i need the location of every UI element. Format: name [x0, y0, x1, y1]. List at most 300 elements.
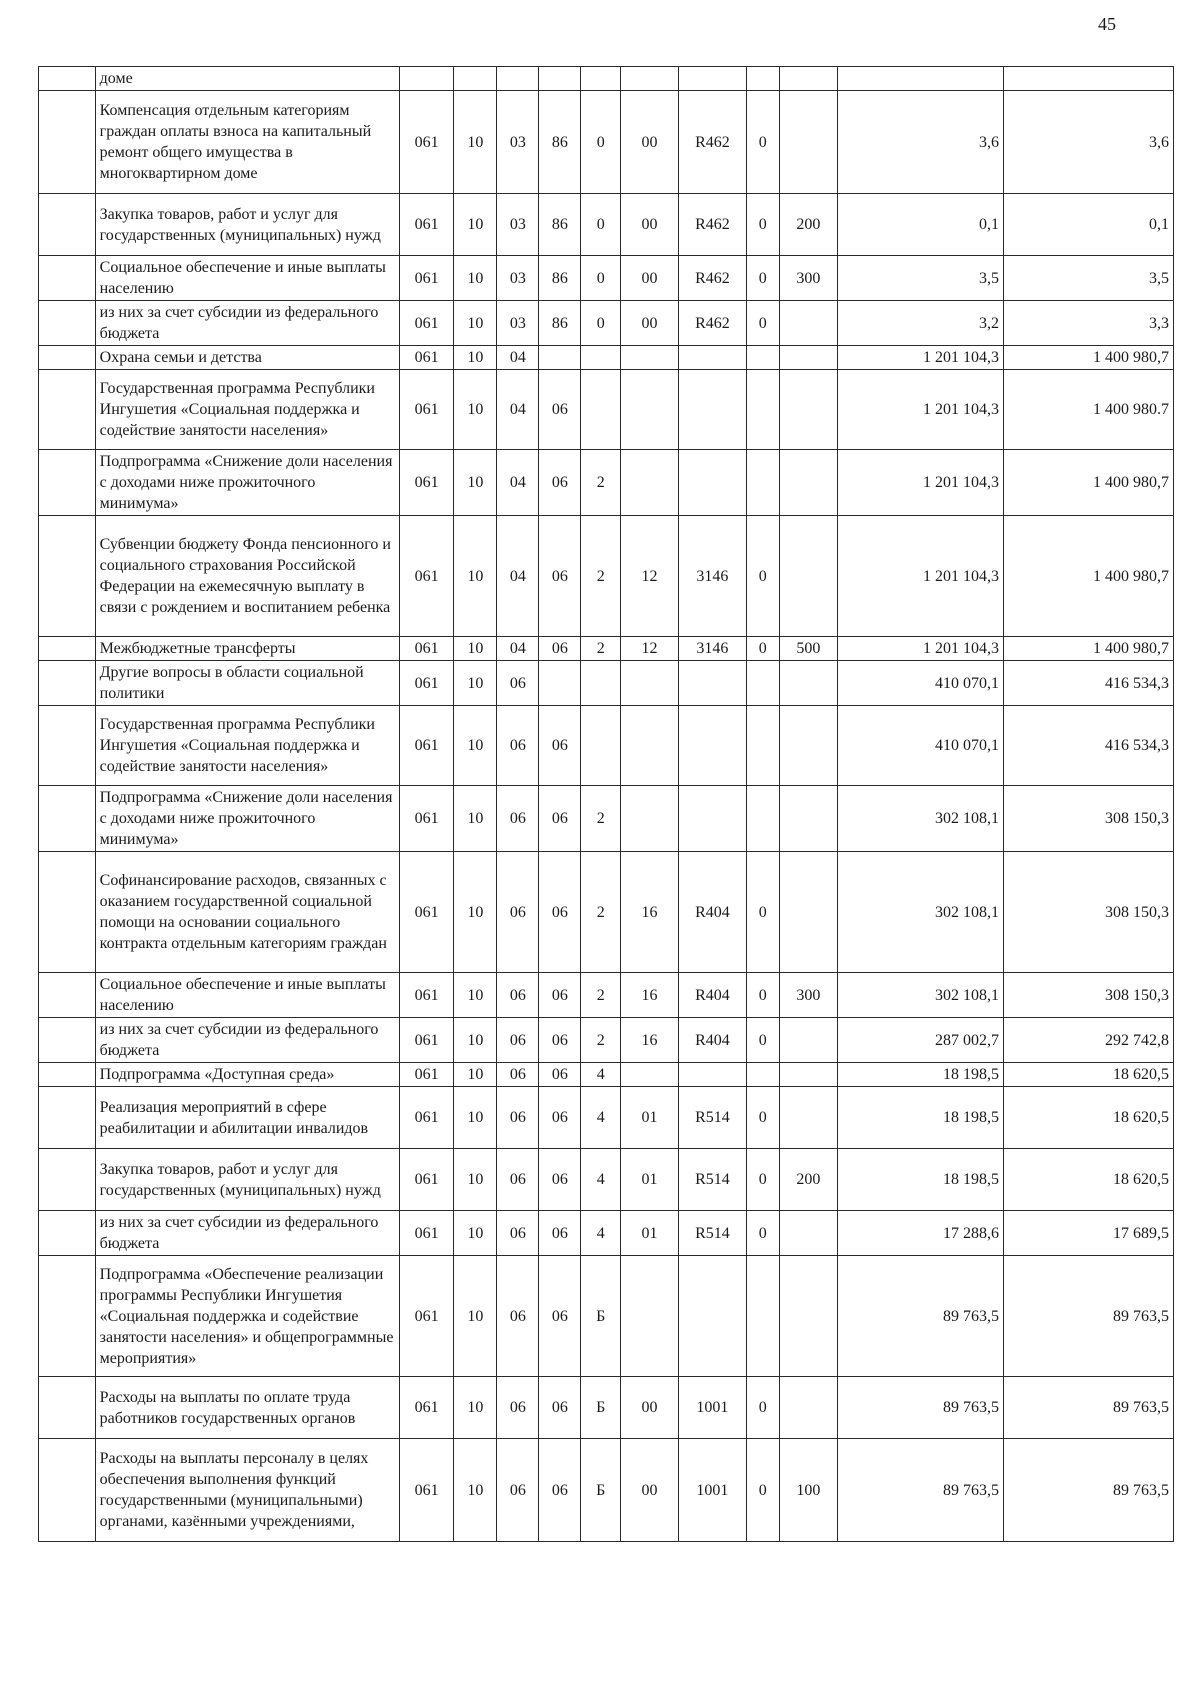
extra-code: 0 — [747, 637, 780, 661]
section-code: 10 — [454, 1439, 497, 1542]
section-code: 10 — [454, 301, 497, 346]
amount-year-2: 3,5 — [1004, 256, 1174, 301]
expense-type-code — [779, 1087, 838, 1149]
subsection-code: 03 — [497, 91, 539, 194]
ministry-code: 061 — [399, 194, 454, 256]
section-code: 10 — [454, 1256, 497, 1377]
direction-code: R462 — [678, 301, 746, 346]
amount-year-1: 18 198,5 — [838, 1149, 1004, 1211]
expense-type-code — [779, 1018, 838, 1063]
program-code: 06 — [539, 1087, 581, 1149]
amount-year-2: 1 400 980,7 — [1004, 346, 1174, 370]
subprogram-code: 2 — [581, 1018, 621, 1063]
table-row — [39, 450, 1174, 516]
ministry-code: 061 — [399, 1377, 454, 1439]
amount-year-2: 416 534,3 — [1004, 661, 1174, 706]
amount-year-2: 89 763,5 — [1004, 1377, 1174, 1439]
table-row — [39, 661, 1174, 706]
subsection-code: 04 — [497, 637, 539, 661]
program-code: 06 — [539, 1439, 581, 1542]
extra-code — [747, 1256, 780, 1377]
amount-year-1: 302 108,1 — [838, 973, 1004, 1018]
expense-type-code — [779, 852, 838, 973]
subprogram-code: 0 — [581, 256, 621, 301]
subprogram-code: Б — [581, 1439, 621, 1542]
event-code: 16 — [621, 973, 679, 1018]
expense-type-code — [779, 91, 838, 194]
row-margin-cell — [39, 91, 96, 194]
direction-code: R462 — [678, 256, 746, 301]
program-code: 86 — [539, 256, 581, 301]
section-code: 10 — [454, 256, 497, 301]
ministry-code: 061 — [399, 91, 454, 194]
table-row — [39, 637, 1174, 661]
program-code: 06 — [539, 1377, 581, 1439]
row-margin-cell — [39, 1377, 96, 1439]
program-code: 86 — [539, 194, 581, 256]
amount-year-1: 410 070,1 — [838, 706, 1004, 786]
direction-code — [678, 346, 746, 370]
extra-code — [747, 370, 780, 450]
ministry-code: 061 — [399, 661, 454, 706]
section-code: 10 — [454, 450, 497, 516]
ministry-code: 061 — [399, 1256, 454, 1377]
section-code: 10 — [454, 661, 497, 706]
amount-year-2: 18 620,5 — [1004, 1063, 1174, 1087]
ministry-code: 061 — [399, 1149, 454, 1211]
budget-table-body — [39, 67, 1174, 1542]
budget-item-name: Государственная программа Республики Ингушетия «Социальная поддержка и содействие занятости населения» — [95, 370, 399, 450]
budget-item-name: Охрана семьи и детства — [95, 346, 399, 370]
extra-code — [747, 661, 780, 706]
expense-type-code — [779, 516, 838, 637]
row-margin-cell — [39, 1211, 96, 1256]
amount-year-2: 1 400 980,7 — [1004, 450, 1174, 516]
direction-code: R514 — [678, 1149, 746, 1211]
subsection-code: 06 — [497, 1149, 539, 1211]
ministry-code: 061 — [399, 637, 454, 661]
section-code: 10 — [454, 1211, 497, 1256]
ministry-code: 061 — [399, 786, 454, 852]
program-code: 06 — [539, 786, 581, 852]
amount-year-1: 1 201 104,3 — [838, 450, 1004, 516]
program-code: 06 — [539, 1063, 581, 1087]
page-number: 45 — [1098, 14, 1116, 34]
direction-code: R404 — [678, 852, 746, 973]
amount-year-1: 3,6 — [838, 91, 1004, 194]
ministry-code: 061 — [399, 1063, 454, 1087]
ministry-code: 061 — [399, 301, 454, 346]
row-margin-cell — [39, 973, 96, 1018]
subsection-code: 04 — [497, 516, 539, 637]
extra-code: 0 — [747, 516, 780, 637]
subprogram-code: 4 — [581, 1211, 621, 1256]
program-code: 06 — [539, 1149, 581, 1211]
amount-year-1: 1 201 104,3 — [838, 346, 1004, 370]
program-code: 86 — [539, 91, 581, 194]
budget-item-name: Субвенции бюджету Фонда пенсионного и социального страхования Российской Федерации на ежемесячную выплату в связи с рождением и воспитанием ребенка — [95, 516, 399, 637]
section-code: 10 — [454, 1063, 497, 1087]
amount-year-2: 1 400 980,7 — [1004, 637, 1174, 661]
expense-type-code — [779, 1377, 838, 1439]
section-code: 10 — [454, 706, 497, 786]
budget-item-name: Расходы на выплаты по оплате труда работников государственных органов — [95, 1377, 399, 1439]
row-margin-cell — [39, 516, 96, 637]
ministry-code — [399, 67, 454, 91]
direction-code: R514 — [678, 1211, 746, 1256]
program-code: 06 — [539, 852, 581, 973]
event-code — [621, 786, 679, 852]
extra-code: 0 — [747, 852, 780, 973]
table-row — [39, 256, 1174, 301]
program-code: 06 — [539, 450, 581, 516]
expense-type-code: 100 — [779, 1439, 838, 1542]
program-code: 86 — [539, 301, 581, 346]
extra-code — [747, 786, 780, 852]
amount-year-2 — [1004, 67, 1174, 91]
amount-year-2: 89 763,5 — [1004, 1256, 1174, 1377]
expense-type-code — [779, 706, 838, 786]
subprogram-code: 2 — [581, 516, 621, 637]
section-code: 10 — [454, 637, 497, 661]
section-code: 10 — [454, 1149, 497, 1211]
amount-year-2: 3,6 — [1004, 91, 1174, 194]
amount-year-1: 3,5 — [838, 256, 1004, 301]
budget-item-name: Социальное обеспечение и иные выплаты населению — [95, 256, 399, 301]
extra-code: 0 — [747, 256, 780, 301]
budget-item-name: Подпрограмма «Снижение доли населения с доходами ниже прожиточного минимума» — [95, 450, 399, 516]
subsection-code: 04 — [497, 346, 539, 370]
event-code: 12 — [621, 516, 679, 637]
amount-year-1: 410 070,1 — [838, 661, 1004, 706]
expense-type-code — [779, 786, 838, 852]
program-code: 06 — [539, 1256, 581, 1377]
row-margin-cell — [39, 1439, 96, 1542]
table-row — [39, 516, 1174, 637]
subsection-code: 06 — [497, 973, 539, 1018]
expense-type-code — [779, 1063, 838, 1087]
section-code: 10 — [454, 1377, 497, 1439]
event-code — [621, 346, 679, 370]
subprogram-code: Б — [581, 1377, 621, 1439]
table-row — [39, 786, 1174, 852]
event-code: 01 — [621, 1211, 679, 1256]
extra-code: 0 — [747, 1439, 780, 1542]
event-code — [621, 661, 679, 706]
budget-item-name: Софинансирование расходов, связанных с оказанием государственной социальной помощи на основании социального контракта отдельным категориям граждан — [95, 852, 399, 973]
program-code — [539, 661, 581, 706]
row-margin-cell — [39, 370, 96, 450]
extra-code: 0 — [747, 973, 780, 1018]
subsection-code: 06 — [497, 661, 539, 706]
amount-year-1 — [838, 67, 1004, 91]
table-row — [39, 91, 1174, 194]
budget-item-name: Другие вопросы в области социальной политики — [95, 661, 399, 706]
expense-type-code: 200 — [779, 1149, 838, 1211]
subprogram-code — [581, 346, 621, 370]
section-code: 10 — [454, 852, 497, 973]
subprogram-code: 4 — [581, 1149, 621, 1211]
row-margin-cell — [39, 1087, 96, 1149]
subsection-code: 06 — [497, 852, 539, 973]
amount-year-1: 89 763,5 — [838, 1439, 1004, 1542]
extra-code: 0 — [747, 1149, 780, 1211]
amount-year-2: 308 150,3 — [1004, 973, 1174, 1018]
subprogram-code — [581, 370, 621, 450]
direction-code — [678, 370, 746, 450]
section-code: 10 — [454, 370, 497, 450]
subprogram-code: 4 — [581, 1063, 621, 1087]
section-code: 10 — [454, 973, 497, 1018]
section-code: 10 — [454, 91, 497, 194]
event-code: 00 — [621, 194, 679, 256]
extra-code — [747, 346, 780, 370]
expense-type-code — [779, 370, 838, 450]
section-code: 10 — [454, 1087, 497, 1149]
subprogram-code: 2 — [581, 786, 621, 852]
direction-code: R404 — [678, 973, 746, 1018]
direction-code: 1001 — [678, 1439, 746, 1542]
program-code: 06 — [539, 973, 581, 1018]
table-row — [39, 67, 1174, 91]
section-code: 10 — [454, 346, 497, 370]
program-code: 06 — [539, 516, 581, 637]
amount-year-2: 89 763,5 — [1004, 1439, 1174, 1542]
amount-year-2: 416 534,3 — [1004, 706, 1174, 786]
table-row — [39, 1087, 1174, 1149]
budget-item-name: Расходы на выплаты персоналу в целях обеспечения выполнения функций государственными (муниципальными) органами, казёнными учреждениями, — [95, 1439, 399, 1542]
expense-type-code — [779, 301, 838, 346]
event-code — [621, 706, 679, 786]
direction-code — [678, 1256, 746, 1377]
amount-year-2: 17 689,5 — [1004, 1211, 1174, 1256]
subsection-code: 04 — [497, 370, 539, 450]
event-code — [621, 67, 679, 91]
amount-year-1: 18 198,5 — [838, 1063, 1004, 1087]
expense-type-code: 200 — [779, 194, 838, 256]
direction-code — [678, 450, 746, 516]
direction-code: 3146 — [678, 637, 746, 661]
subsection-code: 06 — [497, 786, 539, 852]
section-code: 10 — [454, 786, 497, 852]
expense-type-code — [779, 1211, 838, 1256]
subprogram-code: 2 — [581, 450, 621, 516]
direction-code: R462 — [678, 91, 746, 194]
event-code: 00 — [621, 1377, 679, 1439]
ministry-code: 061 — [399, 346, 454, 370]
event-code — [621, 370, 679, 450]
ministry-code: 061 — [399, 516, 454, 637]
subsection-code — [497, 67, 539, 91]
row-margin-cell — [39, 661, 96, 706]
subprogram-code — [581, 67, 621, 91]
ministry-code: 061 — [399, 256, 454, 301]
subsection-code: 06 — [497, 1063, 539, 1087]
amount-year-1: 0,1 — [838, 194, 1004, 256]
table-row — [39, 1018, 1174, 1063]
amount-year-2: 308 150,3 — [1004, 786, 1174, 852]
amount-year-2: 3,3 — [1004, 301, 1174, 346]
amount-year-1: 1 201 104,3 — [838, 637, 1004, 661]
row-margin-cell — [39, 1149, 96, 1211]
expense-type-code: 300 — [779, 256, 838, 301]
budget-item-name: Государственная программа Республики Ингушетия «Социальная поддержка и содействие занятости населения» — [95, 706, 399, 786]
amount-year-2: 308 150,3 — [1004, 852, 1174, 973]
amount-year-1: 89 763,5 — [838, 1256, 1004, 1377]
budget-item-name: из них за счет субсидии из федерального бюджета — [95, 1211, 399, 1256]
subsection-code: 03 — [497, 256, 539, 301]
ministry-code: 061 — [399, 973, 454, 1018]
row-margin-cell — [39, 1018, 96, 1063]
subsection-code: 06 — [497, 1018, 539, 1063]
extra-code — [747, 1063, 780, 1087]
row-margin-cell — [39, 301, 96, 346]
subprogram-code: 2 — [581, 973, 621, 1018]
subsection-code: 06 — [497, 1256, 539, 1377]
subsection-code: 06 — [497, 1439, 539, 1542]
amount-year-2: 1 400 980,7 — [1004, 516, 1174, 637]
amount-year-2: 1 400 980.7 — [1004, 370, 1174, 450]
amount-year-1: 1 201 104,3 — [838, 370, 1004, 450]
expense-type-code — [779, 346, 838, 370]
extra-code: 0 — [747, 91, 780, 194]
row-margin-cell — [39, 637, 96, 661]
expense-type-code — [779, 661, 838, 706]
amount-year-2: 292 742,8 — [1004, 1018, 1174, 1063]
row-margin-cell — [39, 786, 96, 852]
budget-item-name: Подпрограмма «Обеспечение реализации программы Республики Ингушетия «Социальная поддержка и содействие занятости населения» и общепрограммные мероприятия» — [95, 1256, 399, 1377]
event-code: 00 — [621, 1439, 679, 1542]
extra-code: 0 — [747, 301, 780, 346]
subprogram-code: 4 — [581, 1087, 621, 1149]
expense-type-code — [779, 1256, 838, 1377]
row-margin-cell — [39, 67, 96, 91]
event-code — [621, 1256, 679, 1377]
ministry-code: 061 — [399, 1018, 454, 1063]
program-code — [539, 346, 581, 370]
row-margin-cell — [39, 450, 96, 516]
amount-year-1: 302 108,1 — [838, 852, 1004, 973]
amount-year-1: 302 108,1 — [838, 786, 1004, 852]
extra-code — [747, 450, 780, 516]
program-code: 06 — [539, 706, 581, 786]
extra-code — [747, 67, 780, 91]
event-code: 12 — [621, 637, 679, 661]
direction-code — [678, 661, 746, 706]
subsection-code: 06 — [497, 1087, 539, 1149]
table-row — [39, 370, 1174, 450]
direction-code: R462 — [678, 194, 746, 256]
extra-code: 0 — [747, 1377, 780, 1439]
subsection-code: 06 — [497, 1377, 539, 1439]
amount-year-1: 89 763,5 — [838, 1377, 1004, 1439]
subsection-code: 03 — [497, 194, 539, 256]
event-code: 01 — [621, 1087, 679, 1149]
event-code: 00 — [621, 91, 679, 194]
expense-type-code: 500 — [779, 637, 838, 661]
event-code — [621, 450, 679, 516]
subprogram-code: 2 — [581, 637, 621, 661]
extra-code — [747, 706, 780, 786]
extra-code: 0 — [747, 1211, 780, 1256]
direction-code: 3146 — [678, 516, 746, 637]
amount-year-2: 18 620,5 — [1004, 1149, 1174, 1211]
row-margin-cell — [39, 706, 96, 786]
extra-code: 0 — [747, 194, 780, 256]
row-margin-cell — [39, 1063, 96, 1087]
section-code — [454, 67, 497, 91]
amount-year-2: 0,1 — [1004, 194, 1174, 256]
program-code: 06 — [539, 370, 581, 450]
budget-item-name: из них за счет субсидии из федерального бюджета — [95, 1018, 399, 1063]
event-code: 16 — [621, 1018, 679, 1063]
amount-year-2: 18 620,5 — [1004, 1087, 1174, 1149]
ministry-code: 061 — [399, 1439, 454, 1542]
subprogram-code: 0 — [581, 301, 621, 346]
ministry-code: 061 — [399, 1087, 454, 1149]
row-margin-cell — [39, 256, 96, 301]
expense-type-code — [779, 450, 838, 516]
row-margin-cell — [39, 1256, 96, 1377]
program-code: 06 — [539, 1211, 581, 1256]
budget-item-name: из них за счет субсидии из федерального бюджета — [95, 301, 399, 346]
direction-code — [678, 1063, 746, 1087]
subsection-code: 06 — [497, 706, 539, 786]
ministry-code: 061 — [399, 852, 454, 973]
table-row — [39, 194, 1174, 256]
subprogram-code: 0 — [581, 91, 621, 194]
subprogram-code: 0 — [581, 194, 621, 256]
table-row — [39, 706, 1174, 786]
budget-item-name: Подпрограмма «Доступная среда» — [95, 1063, 399, 1087]
expense-type-code — [779, 67, 838, 91]
budget-item-name: Закупка товаров, работ и услуг для государственных (муниципальных) нужд — [95, 194, 399, 256]
extra-code: 0 — [747, 1018, 780, 1063]
budget-item-name: Подпрограмма «Снижение доли населения с доходами ниже прожиточного минимума» — [95, 786, 399, 852]
amount-year-1: 18 198,5 — [838, 1087, 1004, 1149]
subprogram-code — [581, 661, 621, 706]
row-margin-cell — [39, 852, 96, 973]
table-row — [39, 1063, 1174, 1087]
budget-item-name: Социальное обеспечение и иные выплаты населению — [95, 973, 399, 1018]
section-code: 10 — [454, 1018, 497, 1063]
table-row — [39, 1149, 1174, 1211]
amount-year-1: 1 201 104,3 — [838, 516, 1004, 637]
table-row — [39, 1211, 1174, 1256]
budget-item-name: Реализация мероприятий в сфере реабилитации и абилитации инвалидов — [95, 1087, 399, 1149]
subprogram-code — [581, 706, 621, 786]
table-row — [39, 346, 1174, 370]
event-code: 01 — [621, 1149, 679, 1211]
table-row — [39, 301, 1174, 346]
section-code: 10 — [454, 516, 497, 637]
amount-year-1: 3,2 — [838, 301, 1004, 346]
event-code: 00 — [621, 256, 679, 301]
event-code — [621, 1063, 679, 1087]
budget-item-name: доме — [95, 67, 399, 91]
ministry-code: 061 — [399, 370, 454, 450]
program-code: 06 — [539, 637, 581, 661]
table-row — [39, 1256, 1174, 1377]
expense-type-code: 300 — [779, 973, 838, 1018]
budget-item-name: Компенсация отдельным категориям граждан оплаты взноса на капитальный ремонт общего имущества в многоквартирном доме — [95, 91, 399, 194]
row-margin-cell — [39, 346, 96, 370]
event-code: 00 — [621, 301, 679, 346]
extra-code: 0 — [747, 1087, 780, 1149]
ministry-code: 061 — [399, 1211, 454, 1256]
table-row — [39, 973, 1174, 1018]
program-code — [539, 67, 581, 91]
